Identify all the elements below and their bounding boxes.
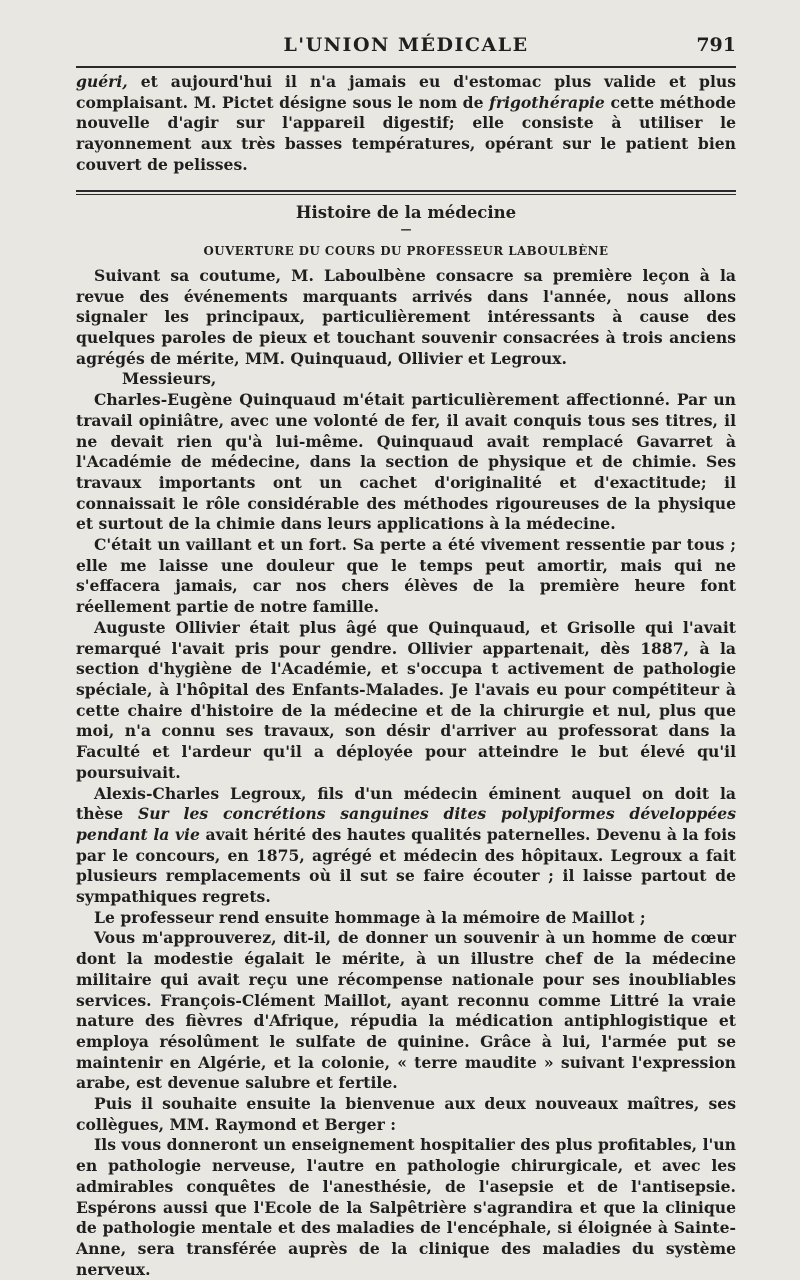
section-divider [76,190,736,195]
journal-title: L'UNION MÉDICALE [283,34,529,56]
title-dash: — [400,223,412,237]
paragraph: C'était un vaillant et un fort. Sa perte a été vivement ressentie par tous ; elle me laisse une douleur que le temps peut amortir, mais qui ne s'effacera jamais, car nos chers élèves de la première heure font réellement partie de notre famille. [76,535,736,617]
paragraph: Puis il souhaite ensuite la bienvenue aux deux nouveaux maîtres, ses collègues, MM. Raymond et Berger : [76,1094,736,1134]
paragraph: Ils vous donneront un enseignement hospitalier des plus profitables, l'un en pathologie nerveuse, l'autre en pathologie chirurgicale, et avec les admirables conquêtes de l'anesthésie, de l'asepsie et de l'antisepsie. Espérons aussi que l'Ecole de la Salpêtrière s'agrandira et que la clinique de pathologie mentale et des maladies de l'encéphale, si éloignée à Sainte-Anne, sera transférée auprès de la clinique des maladies du système nerveux. [76,1135,736,1279]
section-subtitle: OUVERTURE DU COURS DU PROFESSEUR LABOULBÈNE [203,244,609,259]
intro-paragraph: guéri, et aujourd'hui il n'a jamais eu d'estomac plus valide et plus complaisant. M. Pictet désigne sous le nom de frigothérapie cette méthode nouvelle d'agir sur l'appareil digestif; elle consiste à utiliser le rayonnement aux très basses températures, opérant sur le patient bien couvert de pelisses. [76,72,736,174]
article-body [76,72,736,1280]
page-number: 791 [696,34,736,56]
header-rule [76,66,736,68]
paragraph: Charles-Eugène Quinquaud m'était particulièrement affectionné. Par un travail opiniâtre, avec une volonté de fer, il avait conquis tous ses titres, il ne devait rien qu'à lui-même. Quinquaud avait remplacé Gavarret à l'Académie de médecine, dans la section de physique et de chimie. Ses travaux importants ont un cachet d'originalité et d'exactitude; il connaissait le rôle considérable des méthodes rigoureuses de la physique et surtout de la chimie dans leurs applications à la médecine. [76,390,736,534]
paragraph: Suivant sa coutume, M. Laboulbène consacre sa première leçon à la revue des événements marquants arrivés dans l'année, nous allons signaler les principaux, particulièrement intéressants à cause des quelques paroles de pieux et touchant souvenir consacrées à trois anciens agrégés de mérite, MM. Quinquaud, Ollivier et Legroux. [76,265,736,368]
paragraph: Vous m'approuverez, dit-il, de donner un souvenir à un homme de cœur dont la modestie égalait le mérite, à un illustre chef de la médecine militaire qui avait reçu une récompense nationale pour ses inoubliables services. François-Clément Maillot, ayant reconnu comme Littré la vraie nature des fièvres d'Afrique, répudia la médication antiphlogistique et employa résolûment le sulfate de quinine. Grâce à lui, l'armée put se maintenir en Algérie, et la colonie, « terre maudite » suivant l'expression arabe, est devenue salubre et fertile. [76,928,736,1093]
salutation: Messieurs, [122,369,217,389]
section-title: Histoire de la médecine [295,202,517,222]
running-header [76,34,736,66]
paragraph: Auguste Ollivier était plus âgé que Quinquaud, et Grisolle qui l'avait remarqué l'avait pris pour gendre. Ollivier appartenait, dès 1887, à la section d'hygiène de l'Académie, et s'occupa t activement de pathologie spéciale, à l'hôpital des Enfants-Malades. Je l'avais eu pour compétiteur à cette chaire d'histoire de la médecine et de la chirurgie et nul, plus que moi, n'a connu ses travaux, son désir d'arriver au professorat dans la Faculté et l'ardeur qu'il a déployée pour atteindre le but élevé qu'il poursuivait. [76,617,736,782]
paragraph: Le professeur rend ensuite hommage à la mémoire de Maillot ; [94,907,646,927]
paragraph: Alexis-Charles Legroux, fils d'un médecin éminent auquel on doit la thèse Sur les concrétions sanguines dites polypiformes développées pendant la vie avait hérité des hautes qualités paternelles. Devenu à la fois par le concours, en 1875, agrégé et médecin des hôpitaux. Legroux a fait plusieurs remplacements où il sut se faire écouter ; il laisse partout de sympathiques regrets. [76,783,736,907]
